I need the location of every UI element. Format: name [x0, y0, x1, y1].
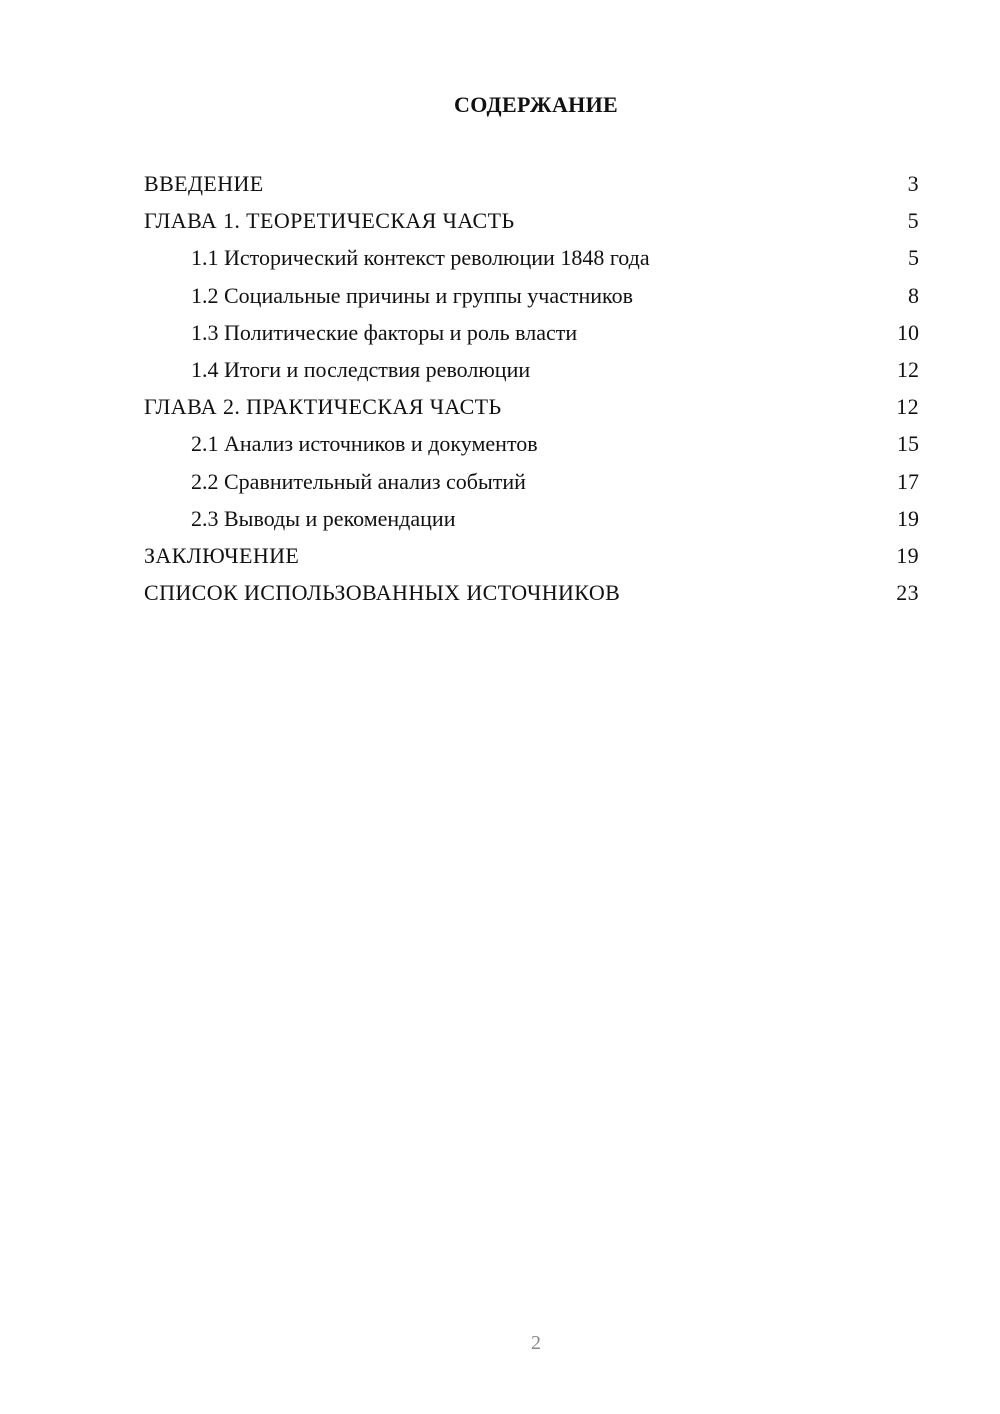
toc-entry [144, 241, 919, 278]
toc-entry [144, 390, 919, 427]
toc-entry-page: 17 [897, 468, 919, 494]
toc-entry-page: 19 [897, 505, 919, 531]
toc-entry-text: 1.4 Итоги и последствия революции [191, 356, 531, 382]
table-of-contents [144, 167, 919, 613]
toc-entry-page: 5 [907, 208, 919, 234]
toc-entry [144, 465, 919, 502]
toc-entry-page: 12 [897, 356, 919, 382]
toc-entry-page: 10 [897, 319, 919, 345]
toc-entry-page: 5 [908, 245, 919, 271]
toc-entry [144, 167, 919, 204]
toc-entry-page: 19 [896, 542, 919, 568]
toc-entry [144, 279, 919, 316]
toc-entry-text: 1.1 Исторический контекст революции 1848 года [191, 245, 650, 271]
toc-entry-page: 15 [897, 431, 919, 457]
toc-entry [144, 427, 919, 464]
toc-entry-page: 8 [908, 282, 919, 308]
toc-entry [144, 353, 919, 390]
toc-title: СОДЕРЖАНИЕ [454, 92, 618, 117]
toc-entry-page: 3 [907, 171, 919, 196]
toc-entry [144, 316, 919, 353]
toc-entry [144, 576, 919, 613]
toc-entry-text: 1.2 Социальные причины и группы участников [191, 282, 633, 308]
toc-entry-page: 23 [896, 580, 919, 606]
toc-entry-text: ГЛАВА 1. ТЕОРЕТИЧЕСКАЯ ЧАСТЬ [144, 208, 515, 234]
toc-entry-text: 1.3 Политические факторы и роль власти [191, 319, 578, 345]
toc-entry-text: ГЛАВА 2. ПРАКТИЧЕСКАЯ ЧАСТЬ [144, 394, 502, 420]
toc-entry [144, 539, 919, 576]
toc-entry-page: 12 [896, 394, 919, 420]
toc-entry-text: 2.3 Выводы и рекомендации [191, 505, 456, 531]
toc-entry-text: 2.1 Анализ источников и документов [191, 431, 538, 457]
toc-entry-text: СПИСОК ИСПОЛЬЗОВАННЫХ ИСТОЧНИКОВ [144, 580, 621, 606]
page-number: 2 [531, 1332, 541, 1354]
toc-entry-text: ВВЕДЕНИЕ [144, 171, 264, 196]
toc-entry-text: 2.2 Сравнительный анализ событий [191, 468, 526, 494]
toc-entry [144, 204, 919, 241]
toc-entry [144, 502, 919, 539]
toc-entry-text: ЗАКЛЮЧЕНИЕ [144, 542, 300, 568]
